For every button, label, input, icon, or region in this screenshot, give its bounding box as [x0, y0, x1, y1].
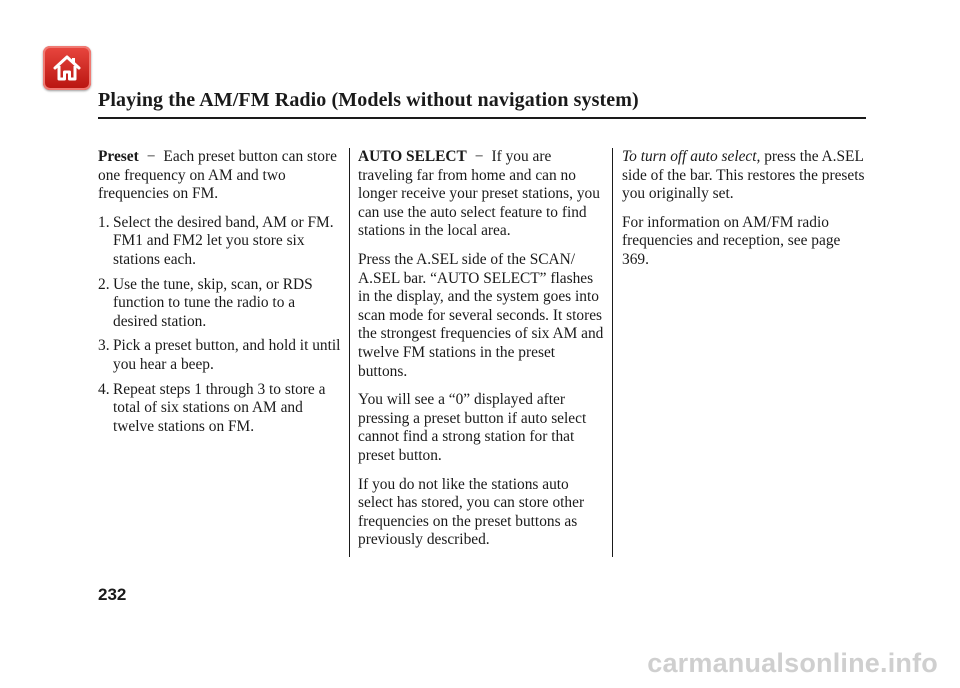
watermark: carmanualsonline.info	[647, 648, 938, 678]
auto-select-paragraph	[358, 148, 604, 241]
page-number: 232	[98, 585, 127, 604]
reference-paragraph: For information on AM/FM radio frequencies and reception, see page 369.	[622, 213, 841, 268]
turn-off-paragraph	[622, 148, 868, 204]
home-icon	[52, 54, 82, 82]
scan-paragraph: Press the A.SEL side of the SCAN/ A.SEL bar. “AUTO SELECT” flashes in the display, and the system goes into scan mode for several seconds. It stores the strongest frequencies of six AM and twelve FM stations in the preset buttons.	[358, 250, 604, 380]
column-auto-select	[358, 148, 604, 560]
turn-off-lead: To turn off auto select,	[622, 148, 761, 165]
home-button[interactable]	[43, 46, 91, 90]
auto-select-text: If you are traveling far from home and can no longer receive your preset stations, you can use the auto select feature to find stations in the local area.	[358, 148, 600, 240]
step-number: 2.	[98, 275, 110, 293]
list-item	[98, 381, 343, 437]
preset-paragraph	[98, 148, 343, 204]
step-text: Select the desired band, AM or FM. FM1 and FM2 let you store six stations each.	[113, 213, 334, 268]
preset-term: Preset	[98, 148, 139, 165]
dash: −	[474, 148, 484, 165]
column-divider	[349, 148, 350, 557]
step-number: 3.	[98, 337, 110, 355]
dash: −	[146, 148, 156, 165]
store-other-paragraph: If you do not like the stations auto select has stored, you can store other frequencies on the preset buttons as previously described.	[358, 475, 585, 549]
turn-off-text: press the A.SEL side of the bar. This restores the presets you originally set.	[622, 148, 865, 203]
step-number: 1.	[98, 213, 110, 231]
zero-display-paragraph: You will see a “0” displayed after pressing a preset button if auto select cannot find a strong station for that preset button.	[358, 391, 587, 464]
step-text: Pick a preset button, and hold it until you hear a beep.	[113, 337, 341, 373]
column-turn-off	[622, 148, 868, 280]
page-title: Playing the AM/FM Radio (Models without navigation system)	[98, 89, 639, 111]
preset-text: Each preset button can store one frequency on AM and two frequencies on FM.	[98, 148, 337, 203]
list-item	[98, 214, 343, 270]
step-number: 4.	[98, 380, 110, 398]
auto-select-term: AUTO SELECT	[358, 148, 467, 165]
list-item	[98, 337, 343, 374]
step-text: Use the tune, skip, scan, or RDS function to tune the radio to a desired station.	[113, 275, 313, 330]
step-text: Repeat steps 1 through 3 to store a total of six stations on AM and twelve stations on FM.	[113, 380, 326, 435]
preset-steps	[98, 214, 343, 437]
column-divider	[612, 148, 613, 557]
list-item	[98, 276, 343, 332]
column-preset	[98, 148, 343, 442]
header-rule	[98, 117, 866, 119]
